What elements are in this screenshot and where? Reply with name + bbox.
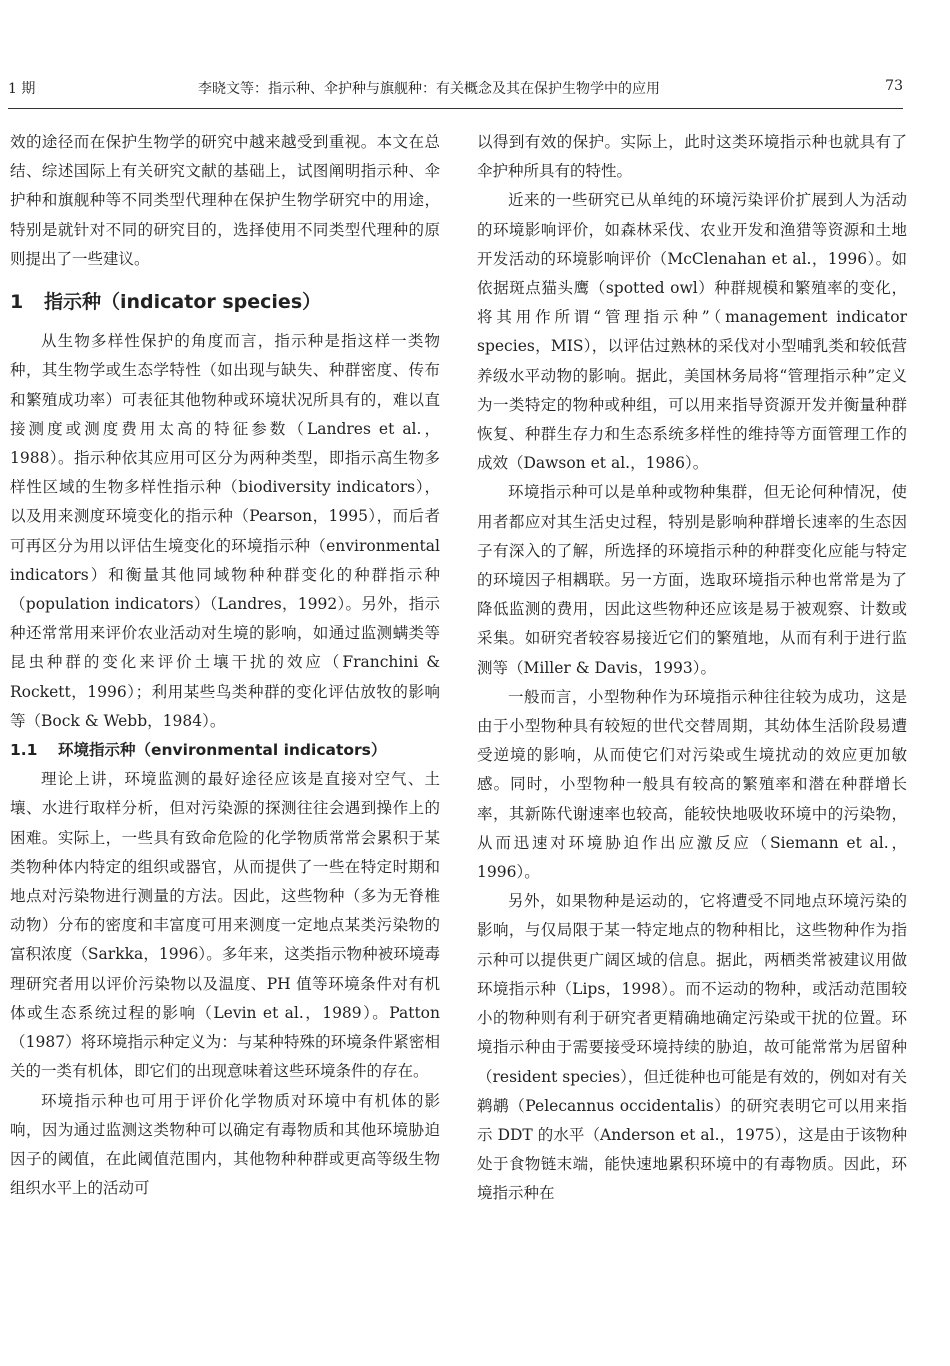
page-number: 73 [885,78,903,94]
paragraph: 环境指示种也可用于评价化学物质对环境中有机体的影响，因为通过监测这类物种可以确定有毒物质和其他环境胁迫因子的阈值，在此阈值范围内，其他物种种群或更高等级生物组织水平上的活动可 [10,1091,440,1198]
subsection-title: 环境指示种（environmental indicators） [58,741,387,760]
left-column [10,128,440,1203]
section-title: 指示种（indicator species） [44,291,322,314]
section-number: 1 [10,291,24,314]
running-title: 李晓文等：指示种、伞护种与旗舰种：有关概念及其在保护生物学中的应用 [198,81,660,97]
continued-paragraph: 以得到有效的保护。实际上，此时这类环境指示种也就具有了伞护种所具有的特性。 [477,133,907,181]
subsection-number: 1.1 [10,741,38,760]
header-rule [8,108,903,109]
section-1-1-heading [10,736,440,765]
section-1-heading [10,288,440,317]
paragraph: 环境指示种可以是单种或物种集群，但无论何种情况，使用者都应对其生活史过程，特别是影响种群增长速率的生态因子有深入的了解，所选择的环境指示种的种群变化应能与特定的环境因子相耦联。另一方面，选取环境指示种也常常是为了降低监测的费用，因此这些物种还应该是易于被观察、计数或采集。如研究者较容易接近它们的繁殖地，从而有利于进行监测等（Miller & Davis，1993）。 [477,483,907,677]
paragraph: 一般而言，小型物种作为环境指示种往往较为成功，这是由于小型物种具有较短的世代交替周期，其幼体生活阶段易遭受逆境的影响，从而使它们对污染或生境扰动的效应更加敏感。同时，小型物种一般具有较高的繁殖率和潜在种群增长率，其新陈代谢速率也较高，能较快地吸收环境中的污染物，从而迅速对环境胁迫作出应激反应（Siemann et al.，1996）。 [477,687,907,882]
intro-paragraph: 效的途径而在保护生物学的研究中越来越受到重视。本文在总结、综述国际上有关研究文献的基础上，试图阐明指示种、伞护种和旗舰种等不同类型代理种在保护生物学研究中的用途，特别是就针对不同的研究目的，选择使用不同类型代理种的原则提出了一些建议。 [10,133,440,268]
running-header [8,78,903,100]
paragraph: 近来的一些研究已从单纯的环境污染评价扩展到人为活动的环境影响评价，如森林采伐、农业开发和渔猎等资源和土地开发活动的环境影响评价（McClenahan et al.，1996）。如依据斑点猫头鹰（spotted owl）种群规模和繁殖率的变化，将其用作所谓“管理指示种”（management indicator species，MIS），以评估过熟林的采伐对小型哺乳类和较低营养级水平动物的影响。据此，美国林务局将“管理指示种”定义为一类特定的物种或种组，可以用来指导资源开发并衡量种群恢复、种群生存力和生态系统多样性的维持等方面管理工作的成效（Dawson et al.，1986）。 [477,191,907,473]
right-column [477,128,907,1209]
issue-label: 1 期 [8,81,36,97]
paragraph: 另外，如果物种是运动的，它将遭受不同地点环境污染的影响，与仅局限于某一特定地点的物种相比，这些物种作为指示种可以提供更广阔区域的信息。据此，两栖类常被建议用做环境指示种（Lips，1998）。而不运动的物种，或活动范围较小的物种则有利于研究者更精确地确定污染或干扰的位置。环境指示种由于需要接受环境持续的胁迫，故可能常常为居留种（resident species），但迁徙种也可能是有效的，例如对有关鹈鹕（Pelecannus occidentalis）的研究表明它可以用来指示 DDT 的水平（Anderson et al.，1975），这是由于该物种处于食物链末端，能快速地累积环境中的有毒物质。因此，环境指示种在 [477,892,907,1203]
paragraph: 理论上讲，环境监测的最好途径应该是直接对空气、土壤、水进行取样分析，但对污染源的探测往往会遇到操作上的困难。实际上，一些具有致命危险的化学物质常常会累积于某类物种体内特定的组织或器官，从而提供了一些在特定时期和地点对污染物进行测量的方法。因此，这些物种（多为无脊椎动物）分布的密度和丰富度可用来测度一定地点某类污染物的富积浓度（Sarkka，1996）。多年来，这类指示物种被环境毒理研究者用以评价污染物以及温度、PH 值等环境条件对有机体或生态系统过程的影响（Levin et al.，1989）。Patton（1987）将环境指示种定义为：与某种特殊的环境条件紧密相关的一类有机体，即它们的出现意味着这些环境条件的存在。 [10,770,440,1081]
paragraph: 从生物多样性保护的角度而言，指示种是指这样一类物种，其生物学或生态学特性（如出现与缺失、种群密度、传布和繁殖成功率）可表征其他物种或环境状况所具有的，难以直接测度或测度费用太高的特征参数（Landres et al.，1988）。指示种依其应用可区分为两种类型，即指示高生物多样性区域的生物多样性指示种（biodiversity indicators），以及用来测度环境变化的指示种（Pearson，1995），而后者可再区分为用以评估生境变化的环境指示种（environmental indicators）和衡量其他同域物种种群变化的种群指示种（population indicators）（Landres，1992）。另外，指示种还常常用来评价农业活动对生境的影响，如通过监测螨类等昆虫种群的变化来评价土壤干扰的效应（Franchini & Rockett，1996）；利用某些鸟类种群的变化评估放牧的影响等（Bock & Webb，1984）。 [10,332,440,730]
